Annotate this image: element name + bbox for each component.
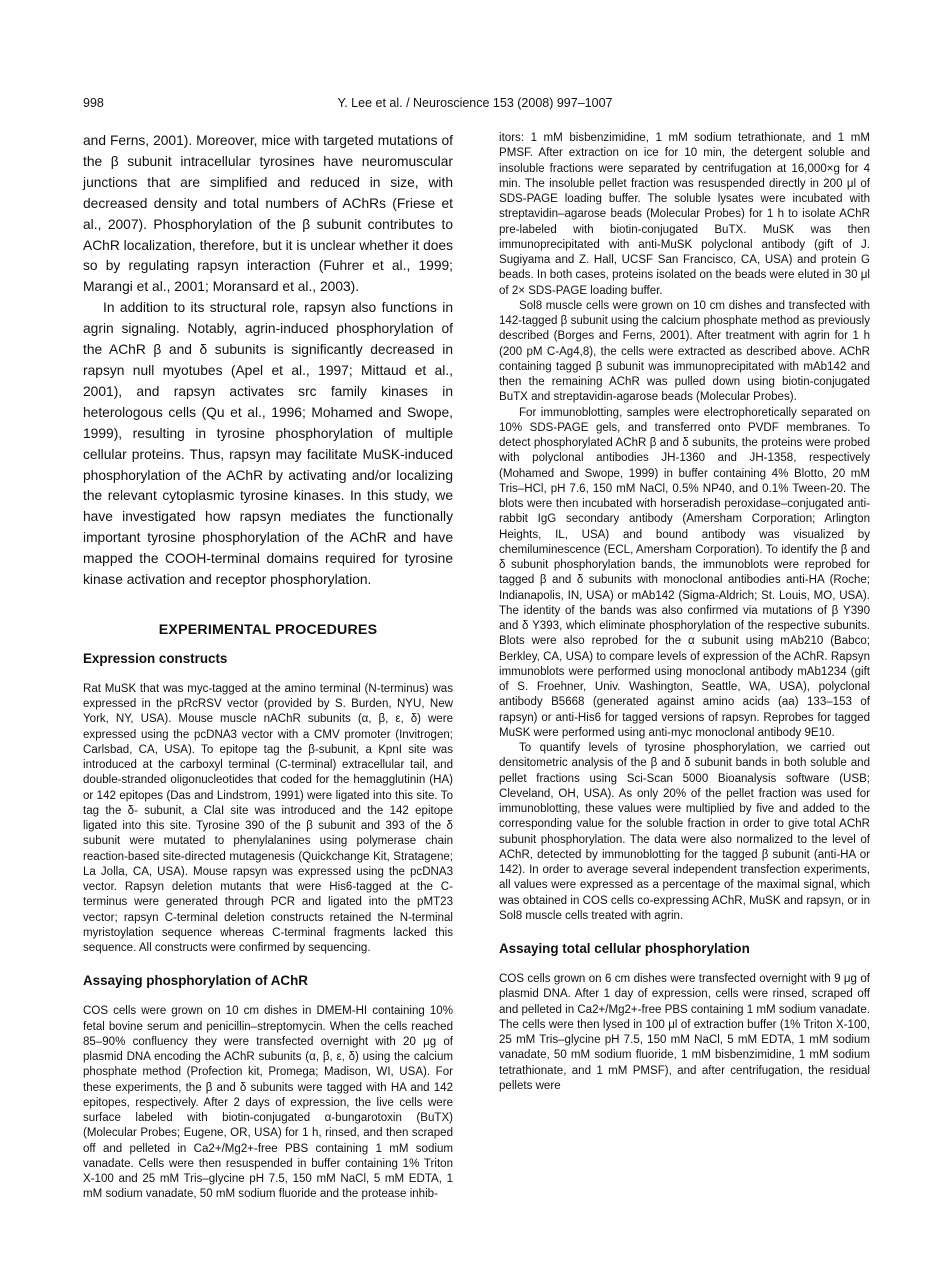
page-number: 998 [83, 96, 104, 110]
methods-paragraph: COS cells were grown on 10 cm dishes in DMEM-HI containing 10% fetal bovine serum and penicillin–streptomycin. When the cells reached 85–90% confluency they were transfected overnight with 20 μg of plasmid DNA encoding the AChR subunits (α, β, ε, δ) using the calcium phosphate method (Profection kit, Promega; Madison, WI, USA). For these experiments, the β and δ subunits were tagged with HA and 142 epitopes, respectively. After 2 days of expression, the live cells were surface labeled with biotin-conjugated α-bungarotoxin (BuTX) (Molecular Probes; Eugene, OR, USA) for 1 h, rinsed, and then scraped off and pelleted in Ca2+/Mg2+-free PBS containing 1 mM sodium vanadate. Cells were then resuspended in buffer containing 1% Triton X-100 and 25 mM Tris–glycine pH 7.5, 150 mM NaCl, 5 mM EDTA, 1 mM sodium vanadate, 50 mM sodium fluoride and the protease inhib- [83, 1005, 453, 1201]
body-paragraph: In addition to its structural role, rapsyn also functions in agrin signaling. Notably, agrin-induced phosphorylation of the AChR β and δ subunits is significantly decreased in rapsyn null myotubes (Apel et al., 1997; Mittaud et al., 2001), and rapsyn activates src family kinases in heterologous cells (Qu et al., 1996; Mohamed and Swope, 1999), resulting in tyrosine phosphorylation of multiple cellular proteins. Thus, rapsyn may facilitate MuSK-induced phosphorylation of the AChR by activating and/or localizing the relevant cytoplasmic tyrosine kinases. In this study, we have investigated how rapsyn mediates the functionally important tyrosine phosphorylation of the AChR and have mapped the COOH-terminal domains required for tyrosine kinase activation and receptor phosphorylation. [83, 300, 453, 588]
methods-paragraph: COS cells grown on 6 cm dishes were transfected overnight with 9 μg of plasmid DNA. After 1 day of expression, cells were rinsed, scraped off and pelleted in Ca2+/Mg2+-free PBS containing 1 mM sodium vanadate. The cells were then lysed in 100 μl of extraction buffer (1% Triton X-100, 25 mM Tris–glycine pH 7.5, 150 mM NaCl, 5 mM EDTA, 1 mM sodium vanadate, 50 mM sodium fluoride, 1 mM bisbenzimidine, 1 mM sodium tetrathionate, and 1 mM PMSF), and after centrifugation, the residual pellets were [499, 973, 871, 1092]
body-paragraph: and Ferns, 2001). Moreover, mice with targeted mutations of the β subunit intracellular tyrosines have neuromuscular junctions that are simplified and reduced in size, with decreased density and total numbers of AChRs (Friese et al., 2007). Phosphorylation of the β subunit contributes to AChR localization, therefore, but it is unclear whether it does so by regulating rapsyn interaction (Fuhrer et al., 1999; Marangi et al., 2001; Moransard et al., 2003). [83, 133, 453, 295]
section-heading: EXPERIMENTAL PROCEDURES [158, 621, 378, 638]
methods-paragraph: For immunoblotting, samples were electrophoretically separated on 10% SDS-PAGE gels, and transferred onto PVDF membranes. To detect phosphorylated AChR β and δ subunits, the proteins were probed with polyclonal antibodies JH-1360 and JH-1358, respectively (Mohamed and Swope, 1999) in buffer containing 4% Blotto, 20 mM Tris–HCl, pH 7.6, 150 mM NaCl, 0.5% NP40, and 0.1% Tween-20. The blots were then incubated with horseradish peroxidase–conjugated anti-rabbit IgG secondary antibody (Amersham Corporation; Arlington Heights, IL, USA) and bound antibody was visualized by chemiluminescence (ECL, Amersham Corporation). To identify the β and δ subunit phosphorylation bands, the immunoblots were reprobed for tagged β and δ subunits with monoclonal antibodies anti-HA (Roche; Indianapolis, IN, USA) or mAb142 (Sigma-Aldrich; St. Louis, MO, USA). The identity of the bands was also confirmed via mutations of β Y390 and δ Y393, which eliminate phosphorylation of the respective subunits. Blots were also reprobed for the α subunit using mAb210 (Babco; Berkley, CA, USA) to compare levels of expression of the AChR. Rapsyn immunoblots were performed using monoclonal antibody mAb1234 (gift of S. Froehner, Univ. Washington, Seattle, WA, USA), polyclonal antibody B5668 (generated against amino acids (aa) 133–153 of rapsyn) or anti-His6 for tagged versions of rapsyn. Reprobes for tagged MuSK were performed using anti-myc monoclonal antibody 9E10. [499, 406, 870, 739]
methods-paragraph: To quantify levels of tyrosine phosphorylation, we carried out densitometric analysis of the β and δ subunit bands in both soluble and pellet fractions using Sci-Scan 5000 Bioanalysis software (USB; Cleveland, OH, USA). As only 20% of the pellet fraction was used for immunoblotting, these values were multiplied by five and added to the corresponding value for the soluble fraction in order to give total AChR subunit phosphorylation. The data were also normalized to the level of AChR, detected by immunoblotting for the tagged β subunit (anti-HA or 142). In order to average several independent transfection experiments, all values were expressed as a percentage of the maximal signal, which was obtained in COS cells co-expressing AChR, MuSK and rapsyn, or in Sol8 muscle cells treated with agrin. [499, 742, 870, 922]
methods-paragraph: Sol8 muscle cells were grown on 10 cm dishes and transfected with 142-tagged β subunit using the calcium phosphate method as previously described (Borges and Ferns, 2001). After treatment with agrin for 1 h (200 pM C-Ag4,8), the cells were extracted as described above. AChR containing tagged β subunit was immunoprecipitated with mAb142 and then the remaining AChR was pulled down using biotin-conjugated BuTX and streptavidin-agarose beads (Molecular Probes). [499, 299, 870, 404]
methods-paragraph: Rat MuSK that was myc-tagged at the amino terminal (N-terminus) was expressed in the pRcRSV vector (provided by S. Burden, NYU, New York, NY, USA). Mouse muscle nAChR subunits (α, β, ε, δ) were expressed using the pcDNA3 vector with a CMV promoter (Invitrogen; Carlsbad, CA, USA). To epitope tag the β-subunit, a KpnI site was introduced at the carboxyl terminal (C-terminal) extracellular tail, and double-stranded oligonucleotides that coded for the hemagglutinin (HA) or 142 epitopes (Das and Lindstrom, 1991) were ligated into this site. To tag the δ- subunit, a ClaI site was introduced and the 142 epitope ligated into this site. Tyrosine 390 of the β subunit and 393 of the δ subunit were mutated to phenylalanines using polymerase chain reaction-based site-directed mutagenesis (Quickchange Kit, Stratagene; La Jolla, CA, USA). Mouse rapsyn was expressed using the pcDNA3 vector. Rapsyn deletion mutants that were His6-tagged at the C-terminus were generated through PCR and ligated into the pMT23 vector; rapsyn C-terminal deletion constructs retained the N-terminal myristoylation sequence whereas C-terminal fragments lacked this sequence. All constructs were confirmed by sequencing. [83, 682, 453, 955]
subsection-heading: Assaying total cellular phosphorylation [499, 941, 750, 956]
right-column [499, 131, 870, 1094]
subsection-heading: Assaying phosphorylation of AChR [83, 973, 308, 989]
running-title: Y. Lee et al. / Neuroscience 153 (2008) 997–1007 [337, 96, 613, 110]
left-column [83, 131, 453, 1203]
subsection-heading: Expression constructs [83, 650, 228, 666]
methods-paragraph: itors: 1 mM bisbenzimidine, 1 mM sodium tetrathionate, and 1 mM PMSF. After extraction on ice for 10 min, the detergent soluble and insoluble fractions were separated by centrifugation at 16,000×g for 4 min. The insoluble pellet fraction was resuspended directly in 200 μl of SDS-PAGE loading buffer. The soluble lysates were incubated with streptavidin–agarose beads (Molecular Probes) for 1 h to isolate AChR pre-labeled with biotin-conjugated BuTX. MuSK was then immunoprecipitated with anti-MuSK polyclonal antibody (gift of J. Sugiyama and Z. Hall, UCSF San Francisco, CA, USA) and protein G beads. In both cases, proteins isolated on the beads were eluted in 30 μl of 2× SDS-PAGE loading buffer. [499, 132, 870, 297]
